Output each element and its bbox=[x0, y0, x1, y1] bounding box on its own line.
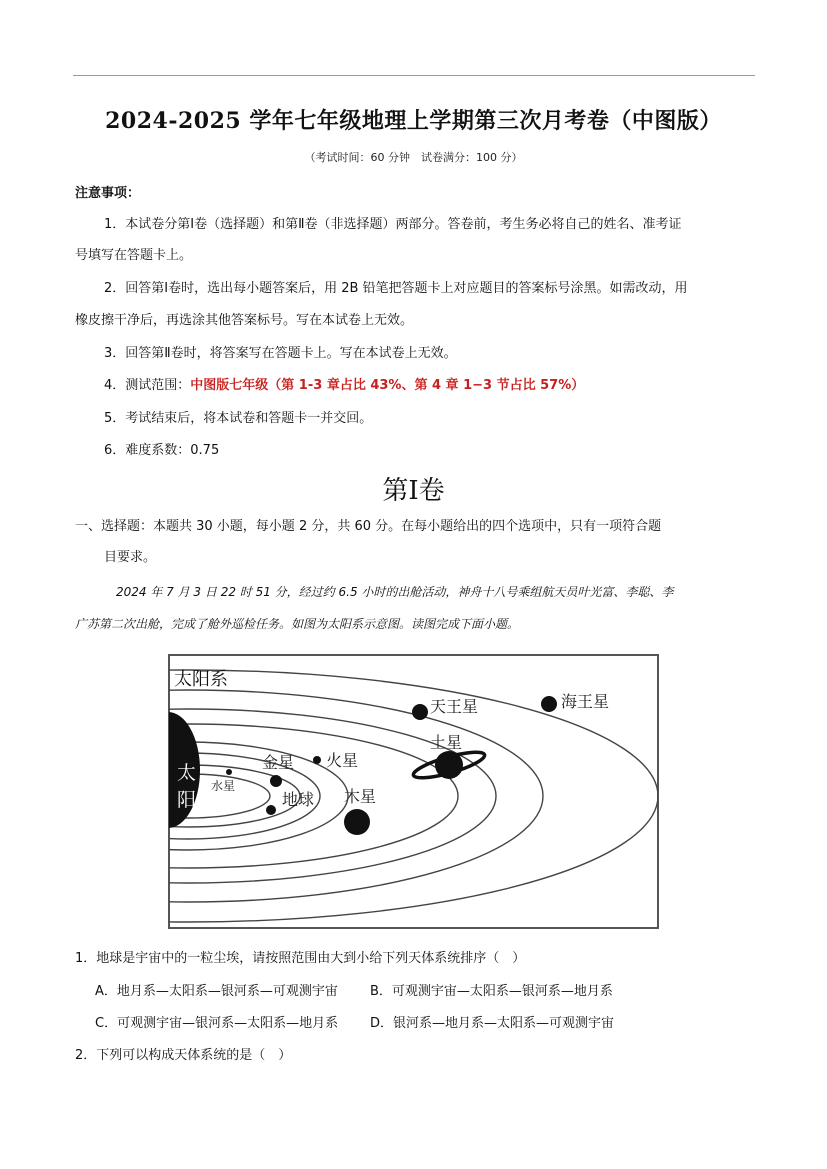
label-uranus: 天王星 bbox=[430, 697, 479, 716]
label-mars: 火星 bbox=[326, 751, 359, 770]
label-saturn: 土星 bbox=[430, 733, 463, 752]
notice-item-4 bbox=[104, 376, 584, 396]
passage-line-2: 广苏第二次出舱，完成了舱外巡检任务。如图为太阳系示意图。读图完成下面小题。 bbox=[75, 617, 520, 631]
exam-subtitle: （考试时间：60 分钟 试卷满分：100 分） bbox=[304, 151, 523, 164]
label-earth: 地球 bbox=[282, 790, 315, 809]
planet-mercury bbox=[226, 769, 232, 775]
planet-mars bbox=[313, 756, 321, 764]
solar-system-figure bbox=[168, 654, 659, 929]
header-rule bbox=[73, 75, 755, 76]
notice-item-5: 5．考试结束后，将本试卷和答题卡一并交回。 bbox=[104, 411, 373, 426]
sun-label-bottom: 阳 bbox=[177, 789, 197, 811]
sun-label-top: 太 bbox=[177, 762, 197, 784]
question-2-stem: 2．下列可以构成天体系统的是（ ） bbox=[75, 1048, 292, 1063]
solar-system-diagram bbox=[168, 654, 659, 929]
question-1-option-c: C．可观测宇宙—银河系—太阳系—地月系 bbox=[95, 1016, 339, 1031]
passage-line-1: 2024 年 7 月 3 日 22 时 51 分，经过约 6.5 小时的出舱活动，神舟十八号乘组航天员叶光富、李聪、李 bbox=[116, 585, 674, 599]
label-venus: 金星 bbox=[262, 753, 295, 772]
notice-item-2-line-1: 2．回答第Ⅰ卷时，选出每小题答案后，用 2B 铅笔把答题卡上对应题目的答案标号涂黑。如需改动，用 bbox=[104, 281, 688, 296]
notice-item-6: 6．难度系数：0.75 bbox=[104, 443, 220, 458]
planet-jupiter bbox=[344, 809, 370, 835]
label-mercury: 水星 bbox=[211, 779, 236, 793]
planet-uranus bbox=[412, 704, 428, 720]
notice-heading: 注意事项： bbox=[75, 186, 141, 201]
notice-item-2-line-2: 橡皮擦干净后，再选涂其他答案标号。写在本试卷上无效。 bbox=[75, 313, 414, 328]
question-1-option-b: B．可观测宇宙—太阳系—银河系—地月系 bbox=[370, 984, 613, 999]
section-instruction-line-2: 目要求。 bbox=[104, 550, 157, 565]
section-instruction-line-1: 一、选择题：本题共 30 小题，每小题 2 分，共 60 分。在每小题给出的四个选项中，只有一项符合题 bbox=[75, 519, 662, 534]
exam-title: 2024-2025 学年七年级地理上学期第三次月考卷（中图版） bbox=[105, 108, 722, 134]
section-title: 第Ⅰ卷 bbox=[382, 476, 445, 506]
notice-item-1-line-1: 1．本试卷分第Ⅰ卷（选择题）和第Ⅱ卷（非选择题）两部分。答卷前，考生务必将自己的姓名、准考证 bbox=[104, 217, 682, 232]
question-1-option-a: A．地月系—太阳系—银河系—可观测宇宙 bbox=[95, 984, 338, 999]
notice-item-3: 3．回答第Ⅱ卷时，将答案写在答题卡上。写在本试卷上无效。 bbox=[104, 346, 457, 361]
label-neptune: 海王星 bbox=[561, 692, 610, 711]
planet-neptune bbox=[541, 696, 557, 712]
planet-earth bbox=[266, 805, 276, 815]
notice-item-1-line-2: 号填写在答题卡上。 bbox=[75, 248, 193, 263]
question-1-stem: 1．地球是宇宙中的一粒尘埃，请按照范围由大到小给下列天体系统排序（ ） bbox=[75, 951, 526, 966]
figure-title: 太阳系 bbox=[174, 669, 228, 690]
label-jupiter: 木星 bbox=[344, 787, 377, 806]
question-1-option-d: D．银河系—地月系—太阳系—可观测宇宙 bbox=[370, 1016, 615, 1031]
test-scope-highlight: 中图版七年级（第 1-3 章占比 43%、第 4 章 1−3 节占比 57%） bbox=[190, 378, 585, 393]
notice-item-4-prefix: 4．测试范围： bbox=[104, 378, 191, 393]
planet-venus bbox=[270, 775, 282, 787]
